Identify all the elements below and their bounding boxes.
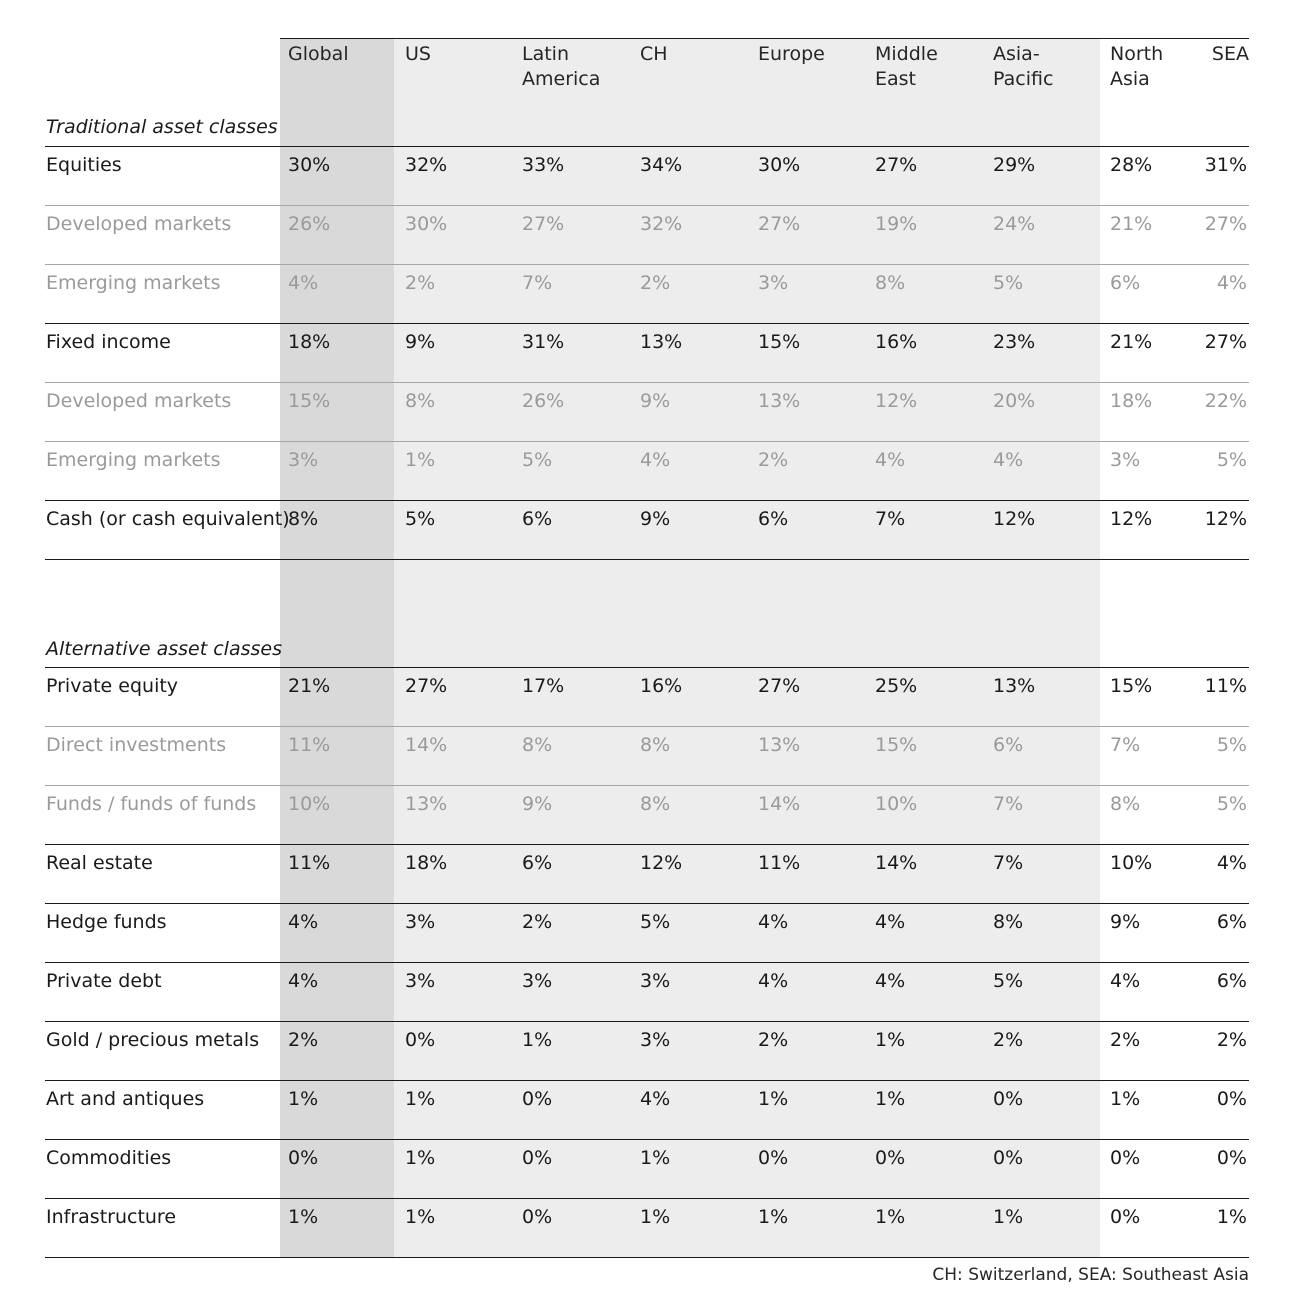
cell-asia-pacific: 7% [993, 793, 1024, 815]
column-header-line2: Pacific [993, 68, 1054, 90]
cell-global: 11% [288, 734, 331, 756]
cell-europe: 0% [758, 1147, 789, 1169]
cell-ch: 12% [640, 852, 683, 874]
cell-latin-america: 8% [522, 734, 553, 756]
section-title-traditional: Traditional asset classes [46, 116, 278, 138]
cell-latin-america: 5% [522, 449, 553, 471]
cell-global: 26% [288, 213, 331, 235]
table-row-cash-or-cash-equivalent [45, 501, 1249, 560]
cell-us: 2% [405, 272, 436, 294]
cell-latin-america: 27% [522, 213, 565, 235]
column-header-line1: Global [288, 43, 349, 65]
cell-latin-america: 33% [522, 154, 565, 176]
column-header-us [405, 42, 431, 67]
cell-ch: 32% [640, 213, 683, 235]
table-row-direct-investments [45, 727, 1249, 786]
table-row-developed-markets [45, 383, 1249, 442]
row-label: Emerging markets [46, 272, 221, 294]
column-header-line2: East [875, 68, 916, 90]
cell-global: 21% [288, 675, 331, 697]
cell-asia-pacific: 0% [993, 1147, 1024, 1169]
section-title-alternative: Alternative asset classes [46, 638, 282, 660]
table-row-fixed-income [45, 324, 1249, 383]
cell-asia-pacific: 13% [993, 675, 1036, 697]
cell-ch: 1% [640, 1147, 671, 1169]
cell-sea: 4% [1216, 272, 1247, 294]
column-header-line1: North [1110, 43, 1164, 65]
cell-north-asia: 12% [1110, 508, 1153, 530]
cell-sea: 6% [1216, 970, 1247, 992]
cell-global: 10% [288, 793, 331, 815]
cell-us: 9% [405, 331, 436, 353]
table-row-real-estate [45, 845, 1249, 904]
cell-us: 8% [405, 390, 436, 412]
table-row-emerging-markets [45, 265, 1249, 324]
row-label: Cash (or cash equivalent) [46, 508, 290, 530]
cell-middle-east: 15% [875, 734, 918, 756]
cell-europe: 15% [758, 331, 801, 353]
row-label: Equities [46, 154, 122, 176]
cell-ch: 34% [640, 154, 683, 176]
cell-us: 18% [405, 852, 448, 874]
row-label: Art and antiques [46, 1088, 205, 1110]
row-label: Funds / funds of funds [46, 793, 257, 815]
cell-middle-east: 25% [875, 675, 918, 697]
table-row-art-and-antiques [45, 1081, 1249, 1140]
cell-middle-east: 12% [875, 390, 918, 412]
cell-global: 15% [288, 390, 331, 412]
cell-ch: 9% [640, 508, 671, 530]
cell-global: 18% [288, 331, 331, 353]
cell-europe: 1% [758, 1206, 789, 1228]
cell-latin-america: 26% [522, 390, 565, 412]
cell-europe: 2% [758, 449, 789, 471]
cell-north-asia: 2% [1110, 1029, 1141, 1051]
cell-europe: 14% [758, 793, 801, 815]
cell-asia-pacific: 12% [993, 508, 1036, 530]
cell-asia-pacific: 4% [993, 449, 1024, 471]
cell-sea: 0% [1216, 1147, 1247, 1169]
cell-global: 11% [288, 852, 331, 874]
cell-latin-america: 1% [522, 1029, 553, 1051]
cell-north-asia: 0% [1110, 1206, 1141, 1228]
cell-europe: 4% [758, 970, 789, 992]
cell-north-asia: 15% [1110, 675, 1153, 697]
cell-global: 1% [288, 1206, 319, 1228]
cell-middle-east: 7% [875, 508, 906, 530]
cell-us: 3% [405, 911, 436, 933]
cell-asia-pacific: 0% [993, 1088, 1024, 1110]
table-row-gold-precious-metals [45, 1022, 1249, 1081]
cell-global: 1% [288, 1088, 319, 1110]
cell-asia-pacific: 1% [993, 1206, 1024, 1228]
column-header-line1: CH [640, 43, 668, 65]
cell-north-asia: 8% [1110, 793, 1141, 815]
column-header-ch [640, 42, 668, 67]
cell-ch: 8% [640, 793, 671, 815]
cell-sea: 11% [1204, 675, 1247, 697]
cell-us: 1% [405, 1206, 436, 1228]
cell-ch: 9% [640, 390, 671, 412]
cell-ch: 13% [640, 331, 683, 353]
cell-middle-east: 4% [875, 911, 906, 933]
cell-ch: 3% [640, 970, 671, 992]
cell-sea: 5% [1216, 734, 1247, 756]
cell-asia-pacific: 6% [993, 734, 1024, 756]
cell-north-asia: 6% [1110, 272, 1141, 294]
cell-asia-pacific: 2% [993, 1029, 1024, 1051]
cell-latin-america: 0% [522, 1206, 553, 1228]
header-top-rule [280, 38, 1249, 39]
row-divider [45, 1257, 1249, 1258]
row-label: Gold / precious metals [46, 1029, 260, 1051]
cell-asia-pacific: 7% [993, 852, 1024, 874]
cell-europe: 4% [758, 911, 789, 933]
table-row-hedge-funds [45, 904, 1249, 963]
cell-middle-east: 19% [875, 213, 918, 235]
cell-latin-america: 3% [522, 970, 553, 992]
cell-middle-east: 0% [875, 1147, 906, 1169]
cell-europe: 27% [758, 675, 801, 697]
cell-north-asia: 21% [1110, 213, 1153, 235]
cell-north-asia: 18% [1110, 390, 1153, 412]
table-row-emerging-markets [45, 442, 1249, 501]
cell-middle-east: 14% [875, 852, 918, 874]
cell-us: 13% [405, 793, 448, 815]
column-header-latin-america [522, 42, 600, 92]
column-header-line1: Middle [875, 43, 938, 65]
cell-latin-america: 0% [522, 1088, 553, 1110]
cell-us: 1% [405, 449, 436, 471]
cell-sea: 6% [1216, 911, 1247, 933]
cell-sea: 27% [1204, 331, 1247, 353]
row-label: Real estate [46, 852, 153, 874]
cell-europe: 2% [758, 1029, 789, 1051]
cell-sea: 4% [1216, 852, 1247, 874]
cell-middle-east: 16% [875, 331, 918, 353]
column-header-line2: America [522, 68, 601, 90]
cell-north-asia: 10% [1110, 852, 1153, 874]
cell-asia-pacific: 5% [993, 272, 1024, 294]
footnote: CH: Switzerland, SEA: Southeast Asia [932, 1265, 1249, 1285]
cell-global: 3% [288, 449, 319, 471]
cell-global: 4% [288, 272, 319, 294]
cell-sea: 12% [1204, 508, 1247, 530]
cell-europe: 6% [758, 508, 789, 530]
cell-global: 2% [288, 1029, 319, 1051]
cell-us: 0% [405, 1029, 436, 1051]
cell-global: 4% [288, 911, 319, 933]
cell-us: 14% [405, 734, 448, 756]
row-divider [45, 559, 1249, 560]
cell-north-asia: 7% [1110, 734, 1141, 756]
cell-asia-pacific: 20% [993, 390, 1036, 412]
cell-middle-east: 1% [875, 1088, 906, 1110]
cell-sea: 5% [1216, 793, 1247, 815]
cell-north-asia: 0% [1110, 1147, 1141, 1169]
cell-latin-america: 2% [522, 911, 553, 933]
column-header-line1: US [405, 43, 431, 65]
column-header-line1: SEA [1211, 43, 1249, 65]
row-label: Emerging markets [46, 449, 221, 471]
row-label: Commodities [46, 1147, 172, 1169]
cell-latin-america: 7% [522, 272, 553, 294]
cell-europe: 13% [758, 734, 801, 756]
cell-ch: 5% [640, 911, 671, 933]
column-header-asia-pacific [993, 42, 1053, 92]
cell-latin-america: 31% [522, 331, 565, 353]
cell-ch: 3% [640, 1029, 671, 1051]
table-row-infrastructure [45, 1199, 1249, 1258]
cell-ch: 2% [640, 272, 671, 294]
column-header-middle-east [875, 42, 938, 92]
cell-europe: 1% [758, 1088, 789, 1110]
cell-north-asia: 4% [1110, 970, 1141, 992]
row-label: Hedge funds [46, 911, 167, 933]
row-label: Developed markets [46, 390, 232, 412]
column-header-europe [758, 42, 825, 67]
cell-europe: 30% [758, 154, 801, 176]
cell-sea: 27% [1204, 213, 1247, 235]
table-row-private-debt [45, 963, 1249, 1022]
cell-us: 1% [405, 1088, 436, 1110]
column-header-sea [1212, 42, 1249, 67]
cell-asia-pacific: 5% [993, 970, 1024, 992]
cell-north-asia: 21% [1110, 331, 1153, 353]
column-header-line1: Asia- [993, 43, 1040, 65]
table-row-equities [45, 147, 1249, 206]
table-row-developed-markets [45, 206, 1249, 265]
cell-middle-east: 4% [875, 449, 906, 471]
row-label: Private equity [46, 675, 179, 697]
table-row-funds-funds-of-funds [45, 786, 1249, 845]
cell-global: 8% [288, 508, 319, 530]
column-header-line1: Europe [758, 43, 825, 65]
cell-sea: 1% [1216, 1206, 1247, 1228]
cell-ch: 4% [640, 1088, 671, 1110]
cell-north-asia: 3% [1110, 449, 1141, 471]
cell-latin-america: 6% [522, 852, 553, 874]
cell-ch: 8% [640, 734, 671, 756]
cell-ch: 16% [640, 675, 683, 697]
cell-sea: 0% [1216, 1088, 1247, 1110]
table-row-private-equity [45, 668, 1249, 727]
cell-middle-east: 8% [875, 272, 906, 294]
cell-us: 32% [405, 154, 448, 176]
cell-latin-america: 17% [522, 675, 565, 697]
cell-asia-pacific: 8% [993, 911, 1024, 933]
cell-sea: 2% [1216, 1029, 1247, 1051]
cell-middle-east: 4% [875, 970, 906, 992]
cell-middle-east: 27% [875, 154, 918, 176]
cell-us: 1% [405, 1147, 436, 1169]
cell-europe: 13% [758, 390, 801, 412]
cell-global: 30% [288, 154, 331, 176]
cell-middle-east: 10% [875, 793, 918, 815]
cell-global: 0% [288, 1147, 319, 1169]
cell-north-asia: 28% [1110, 154, 1153, 176]
cell-europe: 3% [758, 272, 789, 294]
cell-us: 30% [405, 213, 448, 235]
cell-europe: 11% [758, 852, 801, 874]
cell-north-asia: 1% [1110, 1088, 1141, 1110]
cell-ch: 1% [640, 1206, 671, 1228]
cell-sea: 5% [1216, 449, 1247, 471]
cell-asia-pacific: 29% [993, 154, 1036, 176]
cell-north-asia: 9% [1110, 911, 1141, 933]
row-label: Developed markets [46, 213, 232, 235]
cell-europe: 27% [758, 213, 801, 235]
cell-latin-america: 0% [522, 1147, 553, 1169]
row-label: Direct investments [46, 734, 227, 756]
cell-sea: 31% [1204, 154, 1247, 176]
cell-sea: 22% [1204, 390, 1247, 412]
cell-us: 5% [405, 508, 436, 530]
cell-latin-america: 9% [522, 793, 553, 815]
column-header-north-asia [1110, 42, 1163, 92]
cell-middle-east: 1% [875, 1029, 906, 1051]
cell-global: 4% [288, 970, 319, 992]
cell-us: 27% [405, 675, 448, 697]
cell-latin-america: 6% [522, 508, 553, 530]
cell-asia-pacific: 23% [993, 331, 1036, 353]
cell-ch: 4% [640, 449, 671, 471]
row-label: Private debt [46, 970, 162, 992]
column-header-line2: Asia [1110, 68, 1150, 90]
table-row-commodities [45, 1140, 1249, 1199]
cell-us: 3% [405, 970, 436, 992]
column-header-global [288, 42, 349, 67]
cell-middle-east: 1% [875, 1206, 906, 1228]
row-label: Fixed income [46, 331, 171, 353]
column-header-line1: Latin [522, 43, 569, 65]
cell-asia-pacific: 24% [993, 213, 1036, 235]
row-label: Infrastructure [46, 1206, 177, 1228]
